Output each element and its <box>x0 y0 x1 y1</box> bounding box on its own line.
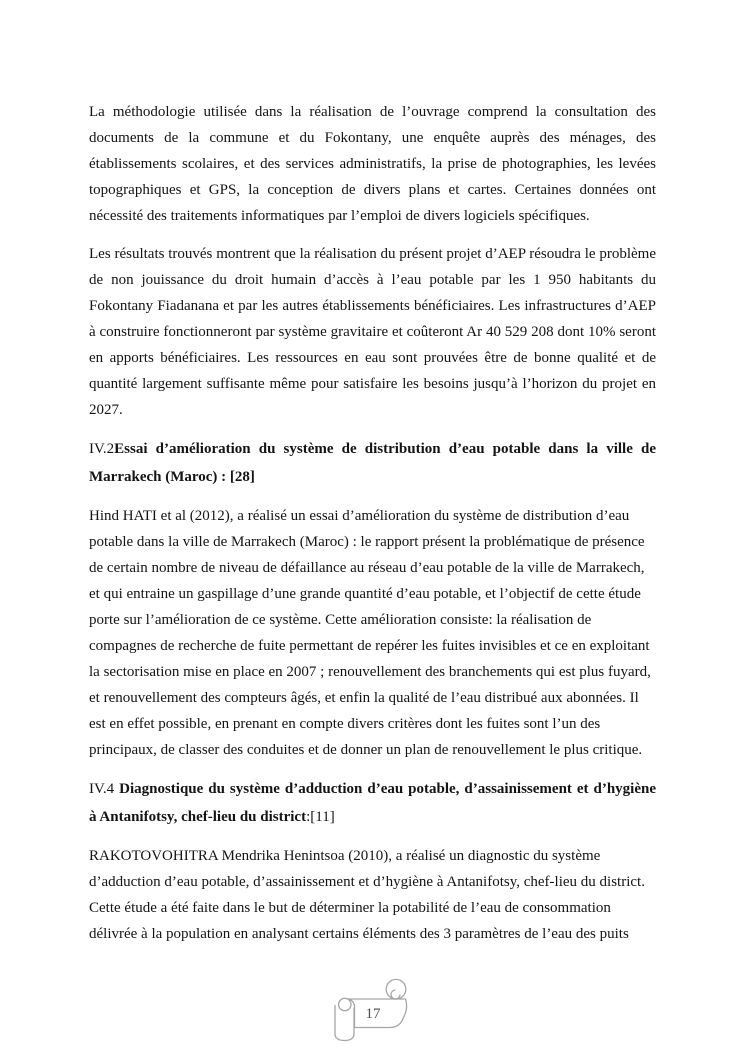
heading-iv2-number: IV.2 <box>89 441 115 457</box>
scroll-left-curl <box>338 998 350 1010</box>
heading-iv4-title: Diagnostique du système d’adduction d’eau potable, d’assainissement et d’hygiène à Antanifotsy, chef-lieu du district <box>89 781 656 825</box>
heading-iv4 <box>89 775 656 831</box>
heading-iv4-reference: :[11] <box>306 809 335 825</box>
paragraph-marrakech-study: Hind HATI et al (2012), a réalisé un essai d’amélioration du système de distribution d’eau potable dans la ville de Marrakech (Maroc) : le rapport présent la problématique de présence de certain nombre de niveau de défaillance au réseau d’eau potable de la ville de Marrakech, et qui entraine un gaspillage d’une grande quantité d’eau potable, et l’objectif de cette étude porte sur l’amélioration de ce système. Cette amélioration consiste: la réalisation de compagnes de recherche de fuite permettant de repérer les fuites invisibles et ce en exploitant la sectorisation mise en place en 2007 ; renouvellement des branchements qui est plus fuyard, et renouvellement des compteurs âgés, et enfin la qualité de l’eau distribué aux abonnées. Il est en effet possible, en prenant en compte divers critères dont les fuites sont l’un des principaux, de classer des conduites et de donner un plan de renouvellement le plus critique. <box>89 508 651 758</box>
paragraph-methodology: La méthodologie utilisée dans la réalisation de l’ouvrage comprend la consultation des documents de la commune et du Fokontany, une enquête auprès des ménages, des établissements scolaires, et des services administratifs, la prise de photographies, les levées topographiques et GPS, la conception de divers plans et cartes. Certaines données ont nécessité des traitements informatiques par l’emploi de divers logiciels spécifiques. <box>89 104 656 224</box>
paragraph-results: Les résultats trouvés montrent que la réalisation du présent projet d’AEP résoudra le problème de non jouissance du droit humain d’accès à l’eau potable par les 1 950 habitants du Fokontany Fiadanana et par les autres établissements bénéficiaires. Les infrastructures d’AEP à construire fonctionneront par système gravitaire et coûteront Ar 40 529 208 dont 10% seront en apports bénéficiaires. Les ressources en eau sont prouvées être de bonne qualité et de quantité largement suffisante même pour satisfaire les besoins jusqu’à l’horizon du projet en 2027. <box>89 246 656 418</box>
page-body <box>89 0 656 959</box>
heading-iv2 <box>89 435 656 491</box>
page-footer <box>334 977 412 1043</box>
scroll-right-roll <box>386 979 406 999</box>
heading-iv2-title: Essai d’amélioration du système de distribution d’eau potable dans la ville de Marrakech (Maroc) : [28] <box>89 441 656 485</box>
horizontal-scroll-shape <box>334 977 412 1043</box>
page-number: 17 <box>365 1006 380 1022</box>
heading-iv4-number: IV.4 <box>89 781 120 797</box>
paragraph-antanifotsy-study: RAKOTOVOHITRA Mendrika Henintsoa (2010), a réalisé un diagnostic du système d’adduction d’eau potable, d’assainissement et d’hygiène à Antanifotsy, chef-lieu du district. Cette étude a été faite dans le but de déterminer la potabilité de l’eau de consommation délivrée à la population en analysant certains éléments des 3 paramètres de l’eau des puits <box>89 848 645 942</box>
